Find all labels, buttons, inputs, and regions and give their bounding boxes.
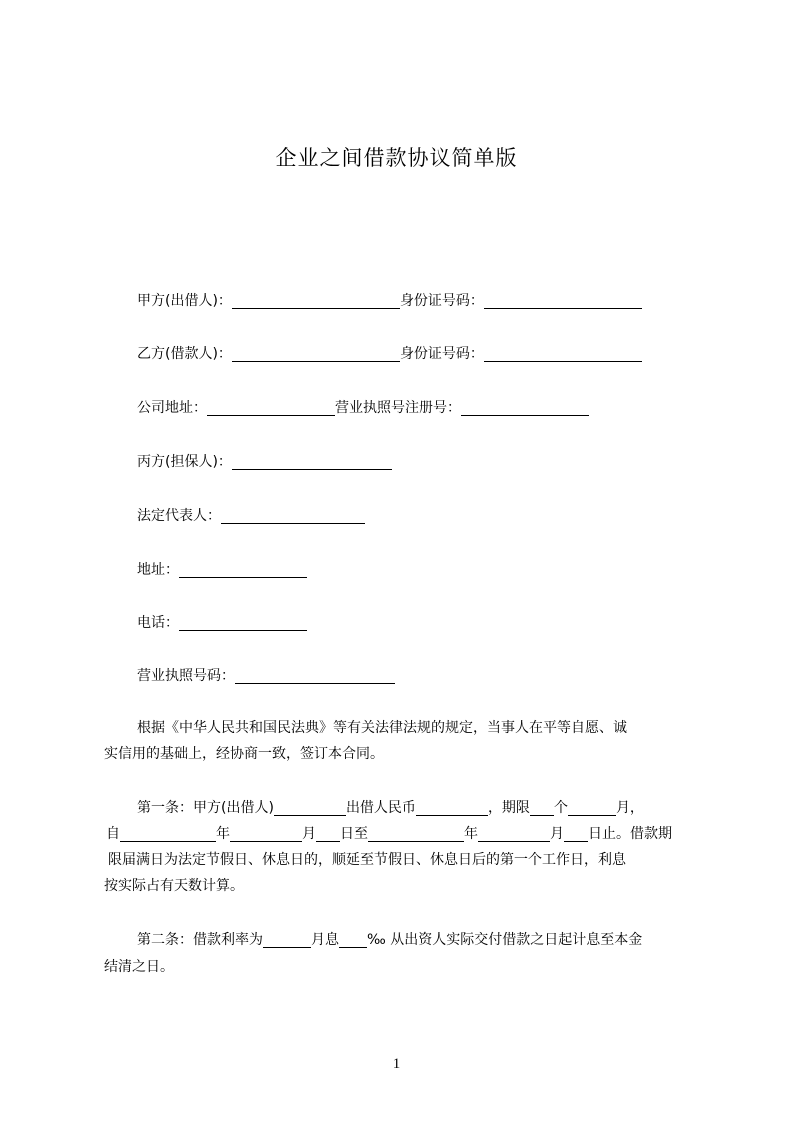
article2-line-1 — [137, 930, 642, 950]
article2-line-2: 结清之日。 — [104, 959, 174, 975]
page-number: 1 — [392, 1056, 401, 1072]
guarantor-label: 丙方(担保人)： — [137, 454, 232, 470]
representative-label: 法定代表人： — [137, 508, 221, 524]
article1-text-d: 个 — [553, 800, 568, 816]
phone-row — [137, 613, 307, 633]
address-label: 地址： — [137, 562, 179, 578]
article1-text-h: 月 — [302, 826, 316, 842]
borrower-row — [137, 344, 642, 364]
lender-label: 甲方(出借人)： — [137, 293, 232, 309]
license-field[interactable] — [235, 668, 395, 684]
article1-months-field[interactable] — [568, 800, 616, 816]
borrower-id-field[interactable] — [484, 346, 642, 362]
article1-text-f: 自 — [106, 826, 120, 842]
article1-line-4: 按实际占有天数计算。 — [104, 878, 244, 894]
article1-end-day-field[interactable] — [564, 826, 588, 842]
preamble-line-1: 根据《中华人民共和国民法典》等有关法律法规的规定，当事人在平等自愿、诚 — [137, 720, 627, 736]
article1-term-field[interactable] — [530, 800, 554, 816]
article1-text-g: 年 — [216, 826, 230, 842]
lender-row — [137, 291, 642, 311]
lender-id-field[interactable] — [484, 293, 642, 309]
article1-line-3: 限届满日为法定节假日、休息日的，顺延至节假日、休息日后的第一个工作日，利息 — [108, 852, 626, 868]
article1-text-a: 第一条：甲方(出借人) — [137, 800, 274, 816]
company-address-field[interactable] — [207, 400, 335, 416]
article1-end-month-field[interactable] — [478, 826, 550, 842]
guarantor-name-field[interactable] — [232, 454, 392, 470]
company-license-label: 营业执照号注册号： — [335, 400, 461, 416]
borrower-name-field[interactable] — [232, 346, 400, 362]
guarantor-row — [137, 452, 392, 472]
article1-text-m: 日止。借款期 — [588, 826, 672, 842]
article1-end-year-field[interactable] — [368, 826, 464, 842]
preamble-line-2: 实信用的基础上，经协商一致，签订本合同。 — [104, 746, 384, 762]
article2-text-c: ‰ 从出资人实际交付借款之日起计息至本金 — [367, 932, 643, 948]
article1-text-i: 日至 — [340, 826, 368, 842]
lender-id-label: 身份证号码： — [399, 293, 484, 309]
lender-name-field[interactable] — [232, 293, 400, 309]
address-row — [137, 560, 307, 580]
article1-lender-field[interactable] — [274, 800, 346, 816]
borrower-label: 乙方(借款人)： — [137, 346, 232, 362]
company-license-field[interactable] — [461, 400, 589, 416]
article1-text-j: 年 — [464, 826, 478, 842]
company-address-label: 公司地址： — [137, 400, 207, 416]
article2-monthly-rate-field[interactable] — [339, 932, 367, 948]
article2-text-b: 月息 — [311, 932, 339, 948]
representative-field[interactable] — [221, 508, 365, 524]
article1-start-day-field[interactable] — [316, 826, 340, 842]
article1-text-k: 月 — [550, 826, 564, 842]
company-row — [137, 398, 589, 418]
license-row — [137, 666, 395, 686]
article1-start-year-field[interactable] — [120, 826, 216, 842]
borrower-id-label: 身份证号码： — [399, 346, 484, 362]
phone-field[interactable] — [179, 615, 307, 631]
representative-row — [137, 506, 365, 526]
article1-start-month-field[interactable] — [230, 826, 302, 842]
phone-label: 电话： — [137, 615, 179, 631]
address-field[interactable] — [179, 562, 307, 578]
article1-amount-field[interactable] — [416, 800, 488, 816]
article2-text-a: 第二条：借款利率为 — [137, 932, 263, 948]
article1-line-1 — [137, 798, 644, 818]
license-label: 营业执照号码： — [137, 668, 235, 684]
page-title: 企业之间借款协议简单版 — [275, 146, 518, 170]
article1-text-b: 出借人民币 — [345, 800, 416, 816]
article2-rate-field[interactable] — [263, 932, 311, 948]
article1-text-e: 月， — [615, 800, 644, 816]
article1-text-c: ，期限 — [487, 800, 530, 816]
article1-line-2 — [106, 824, 672, 844]
